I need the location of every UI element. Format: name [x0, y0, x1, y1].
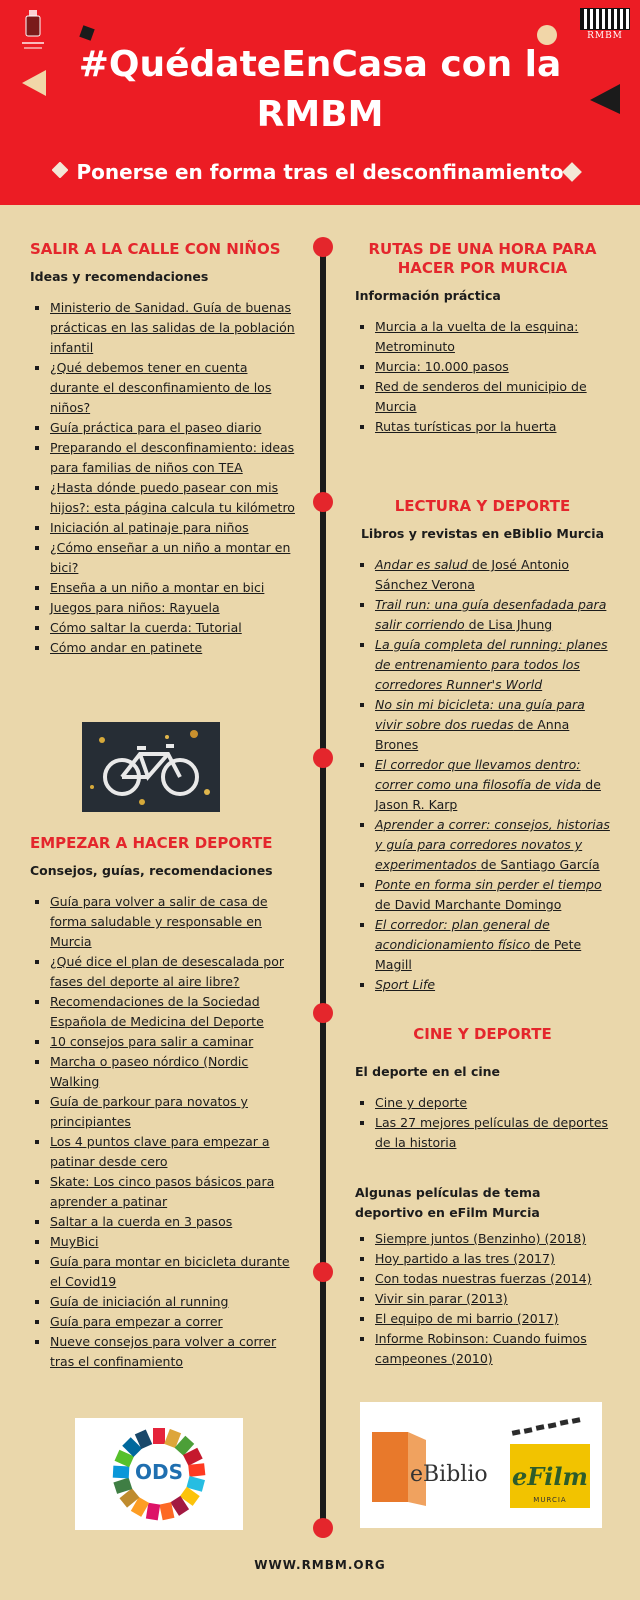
timeline-dot [313, 1262, 333, 1282]
link-item[interactable]: ▪ Preparando el desconfinamiento: ideas para familias de niños con TEA [50, 438, 295, 478]
book-item[interactable] [375, 755, 610, 815]
section-lectura [355, 497, 610, 995]
timeline-dot [313, 748, 333, 768]
page-title: #QuédateEnCasa con la RMBM [78, 44, 562, 135]
link-item[interactable]: ▪ MuyBici [50, 1232, 295, 1252]
link-item[interactable]: ▪ Recomendaciones de la Sociedad Española de Medicina del Deporte [50, 992, 295, 1032]
film-item[interactable]: ▪ El equipo de mi barrio (2017) [375, 1309, 610, 1329]
book-author: de Pete Magill [375, 937, 582, 972]
section-rutas [355, 240, 610, 437]
link-item[interactable]: ▪ Murcia a la vuelta de la esquina: Metrominuto [375, 317, 610, 357]
section-hacer-deporte [30, 834, 295, 1372]
film-item[interactable]: ▪ Siempre juntos (Benzinho) (2018) [375, 1229, 610, 1249]
link-item[interactable]: ▪ Cine y deporte [375, 1093, 610, 1113]
section-subtitle: Ideas y recomendaciones [30, 269, 209, 284]
timeline-dot [313, 492, 333, 512]
link-item[interactable]: ▪ ¿Qué debemos tener en cuenta durante el desconfinamiento de los niños? [50, 358, 295, 418]
link-item[interactable]: ▪ Murcia: 10.000 pasos [375, 357, 610, 377]
link-item[interactable]: ▪ ¿Hasta dónde puedo pasear con mis hijos?: esta página calcula tu kilómetro [50, 478, 295, 518]
book-title[interactable]: La guía completa del running: planes de entrenamiento para todos los corredores Runner's World [375, 637, 608, 692]
book-item[interactable] [375, 875, 610, 915]
link-item[interactable]: ▪ 10 consejos para salir a caminar [50, 1032, 295, 1052]
link-item[interactable]: ▪ Guía para empezar a correr [50, 1312, 295, 1332]
page-subtitle: Ponerse en forma tras el desconfinamiento [76, 160, 564, 184]
link-item[interactable]: ▪ Enseña a un niño a montar en bici [50, 578, 295, 598]
book-item[interactable] [375, 695, 610, 755]
link-item[interactable]: ▪ Guía práctica para el paseo diario [50, 418, 295, 438]
link-item[interactable]: ▪ Nueve consejos para volver a correr tras el confinamiento [50, 1332, 295, 1372]
book-title[interactable]: El corredor que llevamos dentro: correr como una filosofía de vida [375, 757, 582, 792]
ods-label: ODS [134, 1460, 183, 1484]
film-item[interactable]: ▪ Informe Robinson: Cuando fuimos campeones (2010) [375, 1329, 610, 1369]
link-item[interactable]: ▪ Skate: Los cinco pasos básicos para aprender a patinar [50, 1172, 295, 1212]
section-title: CINE Y DEPORTE [413, 1025, 552, 1043]
book-author: de Jason R. Karp [375, 777, 601, 812]
timeline-line [320, 240, 326, 1530]
section-subtitle: Información práctica [355, 288, 501, 303]
link-item[interactable]: ▪ Marcha o paseo nórdico (Nordic Walking [50, 1052, 295, 1092]
header-banner [0, 0, 640, 205]
link-item[interactable]: ▪ Los 4 puntos clave para empezar a patinar desde cero [50, 1132, 295, 1172]
book-title[interactable]: Andar es salud [375, 557, 468, 572]
timeline-dot [313, 1003, 333, 1023]
book-item[interactable] [375, 635, 610, 695]
link-item[interactable]: ▪ Rutas turísticas por la huerta [375, 417, 610, 437]
book-author: de Lisa Jhung [464, 617, 553, 632]
link-item[interactable]: ▪ Red de senderos del municipio de Murcia [375, 377, 610, 417]
book-title[interactable]: Aprender a correr: consejos, historias y guía para corredores novatos y experimentados [375, 817, 610, 872]
footer-url[interactable]: WWW.RMBM.ORG [254, 1558, 386, 1572]
section-title: EMPEZAR A HACER DEPORTE [30, 834, 273, 852]
link-item[interactable]: ▪ Guía para montar en bicicleta durante el Covid19 [50, 1252, 295, 1292]
book-item[interactable] [375, 915, 610, 975]
book-author: de Santiago García [476, 857, 600, 872]
efilm-logo-text: eFilm [512, 1462, 588, 1491]
book-author: de Anna Brones [375, 717, 570, 752]
section-subtitle-films: Algunas películas de tema deportivo en eFilm Murcia [355, 1185, 541, 1220]
section-title: RUTAS DE UNA HORA PARA HACER POR MURCIA [368, 240, 597, 277]
link-item[interactable]: ▪ Guía de parkour para novatos y principiantes [50, 1092, 295, 1132]
film-item[interactable]: ▪ Hoy partido a las tres (2017) [375, 1249, 610, 1269]
book-title[interactable]: Trail run: una guía desenfadada para salir corriendo [375, 597, 607, 632]
link-item[interactable]: ▪ Las 27 mejores películas de deportes de la historia [375, 1113, 610, 1153]
section-salir-calle [30, 240, 295, 658]
section-title: SALIR A LA CALLE CON NIÑOS [30, 240, 281, 258]
link-item[interactable]: ▪ Saltar a la cuerda en 3 pasos [50, 1212, 295, 1232]
link-item[interactable]: ▪ Guía para volver a salir de casa de forma saludable y responsable en Murcia [50, 892, 295, 952]
link-item[interactable]: ▪ Juegos para niños: Rayuela [50, 598, 295, 618]
book-title[interactable]: Ponte en forma sin perder el tiempo [375, 877, 602, 892]
film-item[interactable]: ▪ Vivir sin parar (2013) [375, 1289, 610, 1309]
ebiblio-efilm-logos [360, 1402, 602, 1528]
link-item[interactable]: ▪ Ministerio de Sanidad. Guía de buenas prácticas en las salidas de la población infantil [50, 298, 295, 358]
book-item[interactable] [375, 595, 610, 635]
link-item[interactable]: ▪ ¿Cómo enseñar a un niño a montar en bici? [50, 538, 295, 578]
book-title[interactable]: El corredor: plan general de acondicionamiento físico [375, 917, 550, 952]
link-item[interactable]: ▪ ¿Qué dice el plan de desescalada por fases del deporte al aire libre? [50, 952, 295, 992]
link-item[interactable]: ▪ Cómo andar en patinete [50, 638, 295, 658]
timeline-dot [313, 1518, 333, 1538]
link-item[interactable]: ▪ Guía de iniciación al running [50, 1292, 295, 1312]
book-author: de David Marchante Domingo [375, 897, 562, 912]
book-title[interactable]: No sin mi bicicleta: una guía para vivir sobre dos ruedas [375, 697, 585, 732]
section-subtitle: El deporte en el cine [355, 1064, 501, 1079]
link-item[interactable]: ▪ Iniciación al patinaje para niños [50, 518, 295, 538]
rmbm-logo [580, 8, 630, 42]
ods-logo [75, 1418, 243, 1530]
timeline-dot [313, 237, 333, 257]
section-subtitle: Consejos, guías, recomendaciones [30, 863, 273, 878]
link-item[interactable]: ▪ Cómo saltar la cuerda: Tutorial [50, 618, 295, 638]
ebiblio-logo-text: eBiblio [410, 1462, 488, 1487]
book-item[interactable] [375, 815, 610, 875]
book-author: de José Antonio Sánchez Verona [375, 557, 570, 592]
rmbm-logo-text: RMBM [587, 31, 623, 41]
bicycle-image [82, 722, 220, 812]
book-title[interactable]: Sport Life [375, 977, 436, 992]
section-subtitle: Libros y revistas en eBiblio Murcia [360, 526, 605, 541]
book-item[interactable] [375, 555, 610, 595]
section-title: LECTURA Y DEPORTE [394, 497, 571, 515]
film-item[interactable]: ▪ Con todas nuestras fuerzas (2014) [375, 1269, 610, 1289]
efilm-logo-subtext: MURCIA [533, 1496, 567, 1504]
section-cine [355, 1025, 610, 1369]
book-item[interactable] [375, 975, 610, 995]
